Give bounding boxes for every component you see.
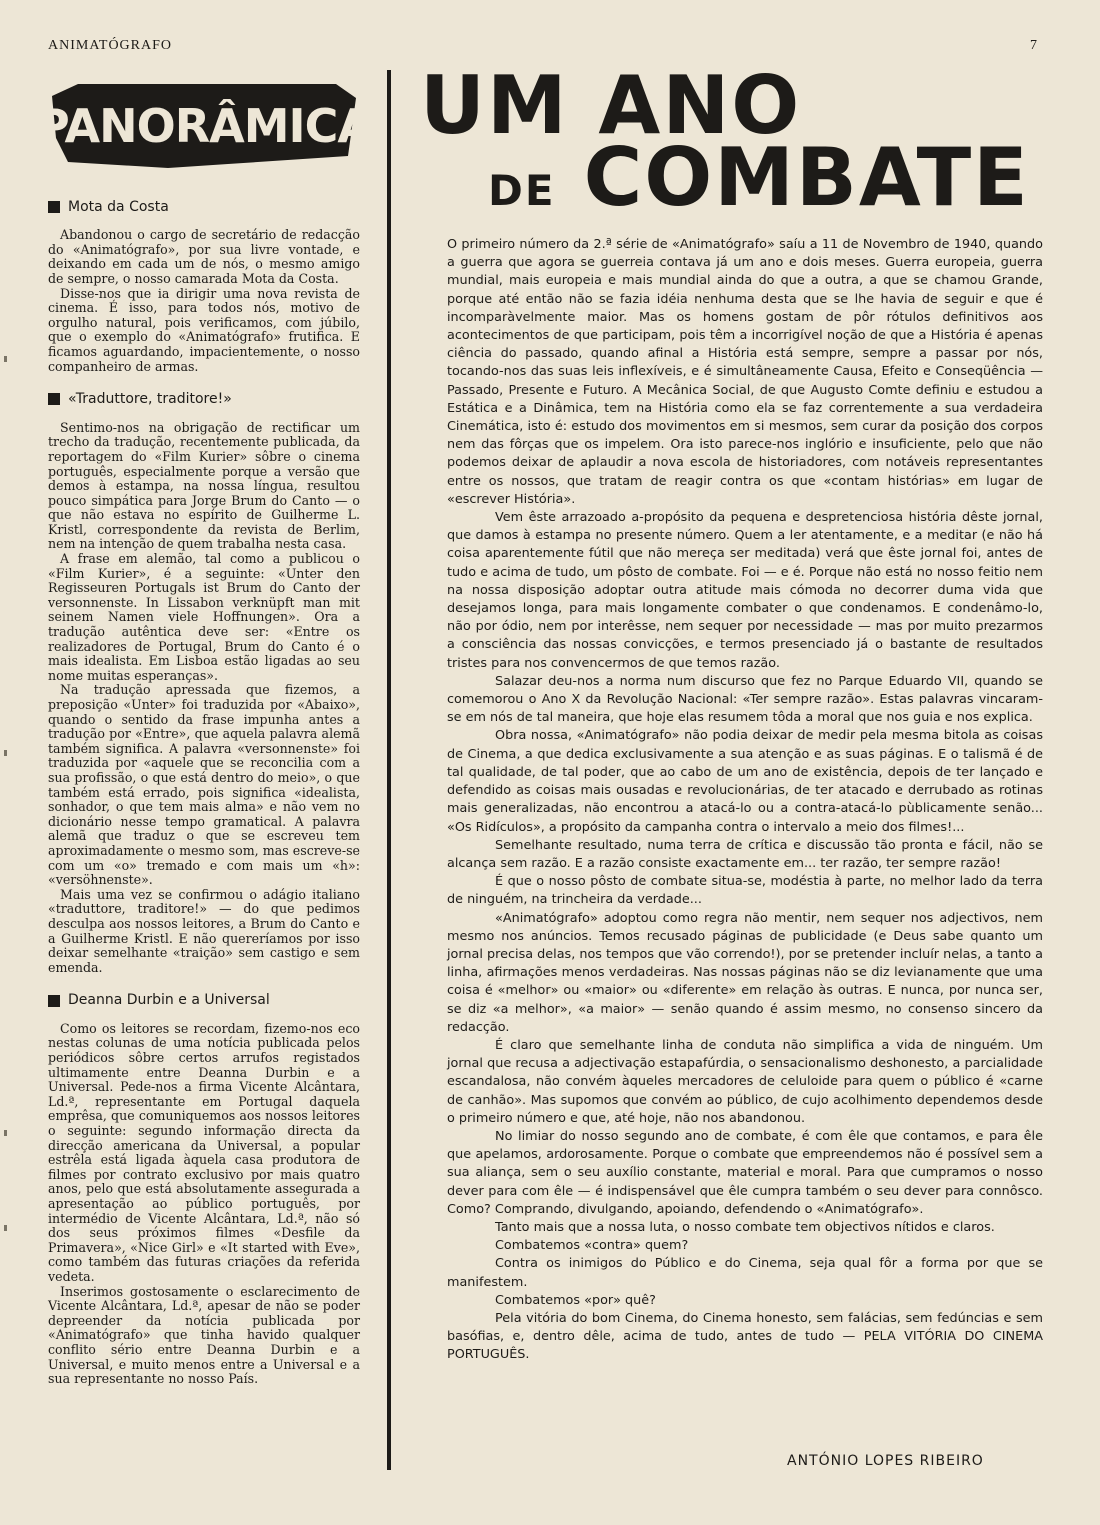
column-paragraph: A frase em alemão, tal como a publicou o «Film Kurier», é a seguinte: «Unter den Regisseuren Portugals ist Brum do Canto der versonnenste. In Lissabon verknüpft man mit seinem Namen viele Hoffnungen». Ora a tradução autêntica deve ser: «Entre os realizadores de Portugal, Brum do Canto é o mais idealista. Em Lisboa estão ligadas ao seu nome muitas esperanças». <box>48 551 360 683</box>
bullet-square-icon <box>48 393 60 405</box>
column-paragraph: Na tradução apressada que fizemos, a preposição «Unter» foi traduzida por «Abaixo», quando o sentido da frase impunha antes a tradução por «Entre», que aquela palavra alemã também significa. A palavra «versonnenste» foi traduzida por «aquele que se reconcilia com a sua profissão, o que está dentro do meio», o que também está errado, pois significa «idealista, sonhador, o que tem mais alma» e não vem no dicionário nesse tempo gramatical. A palavra alemã que traduz o que se escreveu tem aproximadamente o mesmo som, mas escreve-se com um «o» tremado e com mais um «h»: «versöhnenste». <box>48 682 360 888</box>
headline-line-1: UM ANO <box>420 59 802 152</box>
section-heading-deanna <box>48 993 360 1008</box>
column-paragraph: Abandonou o cargo de secretário de redacção do «Animatógrafo», por sua livre vontade, e deixando em cada um de nós, o mesmo amigo de sempre, o nosso camarada Mota da Costa. <box>48 227 360 286</box>
article-paragraph: Semelhante resultado, numa terra de crítica e discussão tão pronta e fácil, não se alcança sem razão. E a razão consiste exactamente em... ter razão, ter sempre razão! <box>447 837 1043 871</box>
author-signature: ANTÓNIO LOPES RIBEIRO <box>787 1453 984 1469</box>
article-paragraph: Pela vitória do bom Cinema, do Cinema honesto, sem falácias, sem fedúncias e sem basófias, e, dentro dêle, acima de tudo, antes de tudo — PELA VITÓRIA DO CINEMA PORTUGUÊS. <box>447 1310 1043 1363</box>
article-paragraph: É que o nosso pôsto de combate situa-se, modéstia à parte, no melhor lado da terra de ninguém, na trincheira da verdade... <box>447 874 1043 908</box>
section-title: Deanna Durbin e a Universal <box>68 992 270 1009</box>
article-paragraph: Contra os inimigos do Público e do Cinema, seja qual fôr a forma por que se manifestem. <box>447 1256 1043 1290</box>
article-paragraph: O primeiro número da 2.ª série de «Animatógrafo» saíu a 11 de Novembro de 1940, quando a guerra que agora se guerreia contava já um ano e dois meses. Guerra europeia, guerra mundial, mais europeia e mais mundial ainda do que a outra, a que se chamou Grande, porque até então não se fazia idéia nenhuma desta que se lhe havia de seguir e que é incomparàvelmente maior. Mas os homens gostam de pôr rótulos definitivos aos acontecimentos de que participam, pois têm a incorrigível noção de que a História é apenas ciência do passado, quando afinal a História está sempre, sempre a passar por nós, tocando-nos das suas leis inflexíveis, e é simultâneamente Causa, Efeito e Conseqüência — Passado, Presente e Futuro. A Mecânica Social, de que Augusto Comte definiu e estudou a Estática e a Dinâmica, tem na História como ela se faz correntemente a sua verdadeira Cinemática, isto é: estudo dos movimentos em si mesmos, sem curar da posição dos corpos nem das fôrças que os impelem. Ora isto parece-nos inglório e insuficiente, pelo que não podemos deixar de aplaudir a nova escola de historiadores, com notáveis representantes entre os nossos, que tratam de reagir contra os que «contam histórias» em lugar de «escrever História». <box>447 237 1043 507</box>
article-paragraph: Tanto mais que a nossa luta, o nosso combate tem objectivos nítidos e claros. <box>495 1219 995 1235</box>
section-heading-traduttore <box>48 392 360 407</box>
article-paragraph: Combatemos «por» quê? <box>495 1292 656 1308</box>
article-body <box>447 236 1043 1365</box>
column-paragraph: Como os leitores se recordam, fizemo-nos eco nestas colunas de uma notícia publicada pelos periódicos sôbre certos arrufos registados ultimamente entre Deanna Durbin e a Universal. Pede-nos a firma Vicente Alcântara, Ld.ª, representante em Portugal daquela emprêsa, que comuniquemos aos nossos leitores o seguinte: segundo informação directa da direcção americana da Universal, a popular estrêla está ligada àquela casa produtora de filmes por contrato exclusivo por mais quatro anos, pelo que está absolutamente assegurada a apresentação ao público português, por intermédio de Vicente Alcântara, Ld.ª, não só dos seus próximos filmes «Desfile da Primavera», «Nice Girl» e «It started with Eve», como também das futuras criações da referida vedeta. <box>48 1020 360 1284</box>
article-paragraph: Combatemos «contra» quem? <box>495 1238 689 1254</box>
column-paragraph: Sentimo-nos na obrigação de rectificar um trecho da tradução, recentemente publicada, da reportagem do «Film Kurier» sôbre o cinema português, especialmente porque a versão que demos à estampa, na nossa língua, resultou pouco simpática para Jorge Brum do Canto — o que não estava no espírito de Guilherme L. Kristl, correspondente da revista de Berlim, nem na intenção de quem trabalha nesta casa. <box>48 419 360 552</box>
running-header-title: ANIMATÓGRAFO <box>48 38 173 53</box>
article-paragraph: Obra nossa, «Animatógrafo» não podia deixar de medir pela mesma bitola as coisas de Cinema, a que dedica exclusivamente a sua atenção e as suas páginas. E o talismã é de tal qualidade, de tal poder, que ao cabo de um ano de existência, depois de ter lançado e defendido as coisas mais ousadas e revolucionárias, de ter atacado e derrubado as rotinas mais generalizadas, não encontrou a atacá-lo ou a contra-atacá-lo pùblicamente senão... «Os Ridículos», a propósito da campanha contra o intervalo a meio dos filmes!... <box>447 728 1043 835</box>
column-paragraph: Inserimos gostosamente o esclarecimento de Vicente Alcântara, Ld.ª, apesar de não se poder depreender da notícia publicada por «Animatógrafo» que tinha havido qualquer conflito sério entre Deanna Durbin e a Universal, e muito menos entre a Universal e a sua representante no nosso País. <box>48 1283 360 1387</box>
headline-small-word: DE <box>488 166 556 215</box>
column-paragraph: Disse-nos que ia dirigir uma nova revista de cinema. É isso, para todos nós, motivo de orgulho natural, pois verificamos, com júbilo, que o exemplo do «Animatógrafo» frutifica. E ficamos aguardando, impacientemente, o nosso companheiro de armas. <box>48 285 360 374</box>
headline-line-2 <box>488 131 1030 242</box>
article-paragraph: Salazar deu-nos a norma num discurso que fez no Parque Eduardo VII, quando se comemorou o Ano X da Revolução Nacional: «Ter sempre razão». Estas palavras vincaram-se em nós de tal maneira, que hoje elas resumem tôda a moral que nos guia e nos explica. <box>447 673 1043 726</box>
svg-text:PANORÂMICA: PANORÂMICA <box>48 99 360 153</box>
column-divider <box>387 70 391 1470</box>
section-heading-mota <box>48 200 360 215</box>
headline-big-word: COMBATE <box>583 131 1030 224</box>
article-paragraph: «Animatógrafo» adoptou como regra não mentir, nem sequer nos adjectivos, nem mesmo nos anúncios. Temos recusado páginas de publicidade (e Deus sabe quanto um jornal precisa delas, nos tempos que vão correndo!), por se pretender incluír nelas, a tanto a linha, afirmações menos verdadeiras. Nas nossas páginas não se diz levianamente que uma coisa é «melhor» ou «maior» ou «diferente» em relação às outras. E nunca, por nunca ser, se diz «a melhor», «a maior» — senão quando é assim mesmo, no consenso sincero da redacção. <box>447 910 1043 1035</box>
bullet-square-icon <box>48 995 60 1007</box>
page-number: 7 <box>1030 38 1037 53</box>
panoramica-column <box>48 78 360 1387</box>
article-paragraph: É claro que semelhante linha de conduta não simplifica a vida de ninguém. Um jornal que recusa a adjectivação estapafúrdia, o sensacionalismo deshonesto, a parcialidade escandalosa, não convém àqueles mercadores de celuloide para quem o público é «carne de canhão». Mas supomos que convém ao público, de cujo acolhimento dependemos desde o primeiro número e que, até hoje, não nos abandonou. <box>447 1037 1043 1126</box>
section-title: Mota da Costa <box>68 198 169 215</box>
column-paragraph: Mais uma vez se confirmou o adágio italiano «traduttore, traditore!» — do que pedimos desculpa aos nossos leitores, a Brum do Canto e a Guilherme Kristl. E não quereríamos por isso deixar semelhante «traição» sem castigo e sem emenda. <box>48 886 360 975</box>
article-paragraph: Vem êste arrazoado a-propósito da pequena e despretenciosa história dêste jornal, que damos à estampa no presente número. Quem a ler atentamente, e a meditar (e não há coisa aparentemente fútil que não mereça ser meditada) verá que êste jornal foi, antes de tudo e acima de tudo, um pôsto de combate. Foi — e é. Porque não está no nosso feitio nem na nossa disposição adoptar outra atitude mais cómoda no decorrer duma vida que desejamos longa, para mais longamente combater o que condenamos. E condenâmo-lo, não por ódio, nem por interêsse, nem sequer por necessidade — mas por muito prezarmos a consciência das nossas convicções, e termos presenciado já o bastante de resultados tristes para nos convencermos de que temos razão. <box>447 510 1043 671</box>
section-title: «Traduttore, traditore!» <box>68 391 232 408</box>
panoramica-logo <box>48 78 360 170</box>
article-paragraph: No limiar do nosso segundo ano de combate, é com êle que contamos, e para êle que apelamos, ardorosamente. Porque o combate que empreendemos não é possível sem a sua aliança, sem o seu auxílio constante, material e moral. Para que cumpramos o nosso dever para com êle — é indispensável que êle cumpra também o seu dever para connôsco. Como? Comprando, divulgando, apoiando, defendendo o «Animatógrafo». <box>447 1128 1043 1217</box>
bullet-square-icon <box>48 201 60 213</box>
